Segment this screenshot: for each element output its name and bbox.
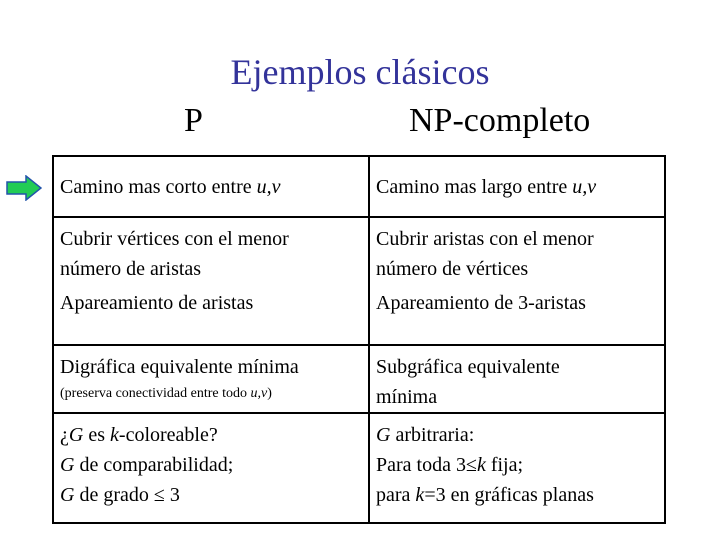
cell-var: G [68,424,84,446]
table-row [53,217,665,345]
cell-var: u,v [256,175,281,198]
cell-text: Cubrir aristas con el menor [376,228,594,250]
cell-text: Apareamiento de 3-aristas [376,292,586,314]
note-var: u,v [250,386,268,401]
cell-var: G [60,484,75,506]
cell-text: Digráfica equivalente mínima [60,356,299,378]
cell-text: Camino mas corto entre [60,175,257,198]
cell-text: Subgráfica equivalente [376,356,560,378]
header-np-completo: NP-completo [409,102,591,139]
note-text: (preserva conectividad entre todo [60,386,251,401]
cell-text-line [376,420,658,450]
cell-text: número de vértices [376,258,529,280]
cell-vertex-cover-matching [53,217,369,345]
cell-note [60,384,362,404]
cell-text-line [376,480,658,510]
cell-var: G [376,424,391,446]
note-text: ) [267,386,272,401]
cell-text: Apareamiento de aristas [60,292,254,314]
cell-text-line [376,450,658,480]
cell-text: número de aristas [60,258,202,280]
cell-var: k [415,484,425,506]
table-row [53,345,665,413]
cell-text: Para toda 3≤ [376,454,477,476]
cell-text: Cubrir vértices con el menor [60,228,289,250]
cell-text-line [60,480,362,510]
cell-text: de grado ≤ 3 [74,484,180,506]
cell-text: =3 en gráficas planas [424,484,594,506]
comparison-table [52,155,666,524]
header-p: P [184,102,203,139]
cell-text: es [83,424,111,446]
cell-var: k [476,454,486,476]
cell-min-equivalent-digraph [53,345,369,413]
cell-var: k [110,424,119,446]
cell-k-colorable [53,413,369,523]
cell-text: arbitraria: [390,424,475,446]
cell-longest-path [369,156,665,217]
cell-text: fija; [485,454,524,476]
table-row [53,413,665,523]
cell-text: de comparabilidad; [74,454,234,476]
cell-var: G [60,454,75,476]
cell-text: para [376,484,416,506]
cell-text-line [60,450,362,480]
cell-text-line [60,420,362,450]
cell-min-equivalent-subgraph [369,345,665,413]
cell-text: ¿ [60,424,69,446]
cell-var: u,v [572,175,597,198]
cell-edge-cover-matching [369,217,665,345]
right-arrow-icon [6,175,42,201]
cell-arbitrary-graph [369,413,665,523]
slide-title: Ejemplos clásicos [230,52,490,92]
cell-shortest-path [53,156,369,217]
table-row [53,156,665,217]
cell-text: mínima [376,386,438,408]
cell-text: Camino mas largo entre [376,175,573,198]
cell-text: -coloreable? [118,424,218,446]
